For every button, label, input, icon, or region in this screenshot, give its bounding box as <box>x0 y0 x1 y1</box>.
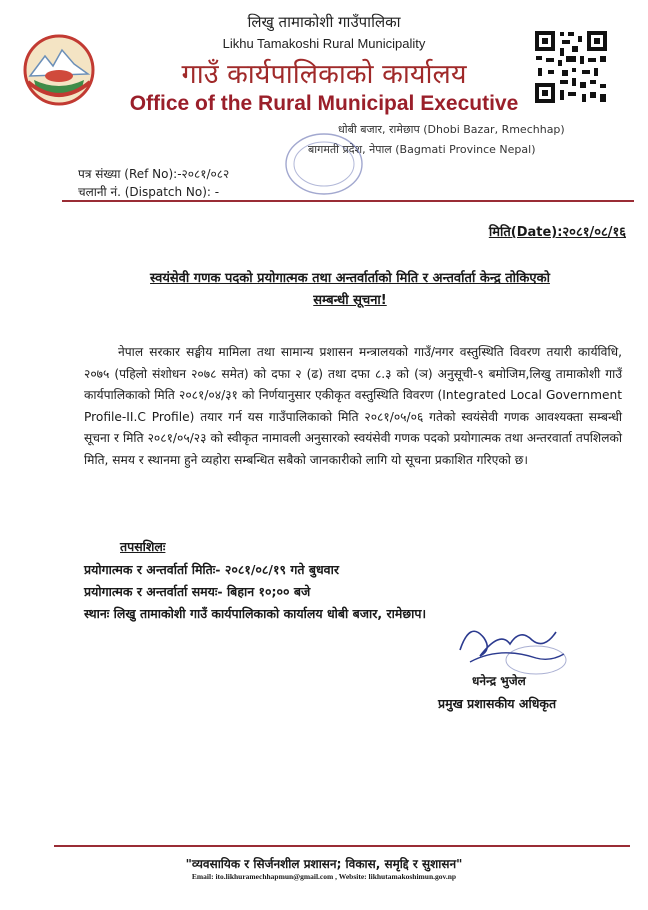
notice-body: नेपाल सरकार सङ्घीय मामिला तथा सामान्य प्रशासन मन्त्रालयको गाउँ/नगर वस्तुस्थिति विवरण तयारी कार्यविधि, २०७५ (पहिलो संशोधन २०७८ समेत) को दफा २ (ढ) तथा दफा ८.३ को (ञ) अनुसूची-९ बमोजिम,लिखु तामाकोशी गाउँ कार्यपालिकाको मिति २०८१/०४/३१ को निर्णयानुसार एकीकृत वस्तुस्थिति विवरण (Integrated Local Government Profile-II.C Profile) तयार गर्न यस गाउँपालिकाको मिति २०८१/०५/०६ गतेको स्वयंसेवी गणक आवश्यक्ता सम्बन्धी सूचना र मिति २०८१/०५/२३ को स्वीकृत नामावली अनुसारको स्वयंसेवी गणक पदको प्रयोगात्मक तथा अन्तरवार्ता तपशिलको मिति, समय र स्थानमा हुने व्यहोरा सम्बन्धित सबैको जानकारीको लागि यो सूचना प्रकाशित गरिएको छ। <box>84 345 622 467</box>
address-line-1: धोबी बजार, रामेछाप (Dhobi Bazar, Rmechhap) <box>338 123 565 136</box>
subject-line-1: स्वयंसेवी गणक पदको प्रयोगात्मक तथा अन्तर्वार्ताको मिति र अन्तर्वार्ता केन्द्र तोकिएको <box>150 271 550 286</box>
detail-date: प्रयोगात्मक र अन्तर्वार्ता मितिः- २०८१/०८/१९ गते बुधवार <box>84 562 339 577</box>
subject-line-2: सम्बन्धी सूचना! <box>313 293 387 308</box>
signature-scribble <box>440 610 580 680</box>
office-name-np: गाउँ कार्यपालिकाको कार्यालय <box>181 59 467 90</box>
municipality-name-np: लिखु तामाकोशी गाउँपालिका <box>247 13 401 31</box>
document-date: मिति(Date):२०८१/०८/१६ <box>488 225 626 240</box>
office-name-en: Office of the Rural Municipal Executive <box>129 92 519 115</box>
municipality-name-en: Likhu Tamakoshi Rural Municipality <box>222 36 426 51</box>
signatory-title: प्रमुख प्रशासकीय अधिकृत <box>438 696 557 711</box>
dispatch-number: चलानी नं. (Dispatch No): - <box>78 185 220 199</box>
details-heading: तपसशिलः <box>120 539 166 554</box>
office-stamp <box>282 128 366 200</box>
ref-number: पत्र संख्या (Ref No):-२०८१/०८२ <box>78 167 230 181</box>
notice-subject <box>70 268 630 312</box>
footer-slogan: "व्यवसायिक र सिर्जनशील प्रशासन; विकास, समृद्दि र सुशासन" <box>185 857 463 871</box>
footer-divider <box>54 845 630 847</box>
detail-place: स्थानः लिखु तामाकोशी गाउँ कार्यपालिकाको कार्यालय धोबी बजार, रामेछाप। <box>84 606 427 621</box>
address-line-2: बागमती प्रदेश, नेपाल (Bagmati Province Nepal) <box>308 143 536 156</box>
header-divider <box>62 200 634 202</box>
footer-contact: Email: ito.likhuramechhapmun@gmail.com , Website: likhutamakoshimun.gov.np <box>191 872 457 881</box>
signatory-name: धनेन्द्र भुजेल <box>472 674 526 688</box>
detail-time: प्रयोगात्मक र अन्तर्वार्ता समयः- बिहान १०;०० बजे <box>84 584 311 599</box>
